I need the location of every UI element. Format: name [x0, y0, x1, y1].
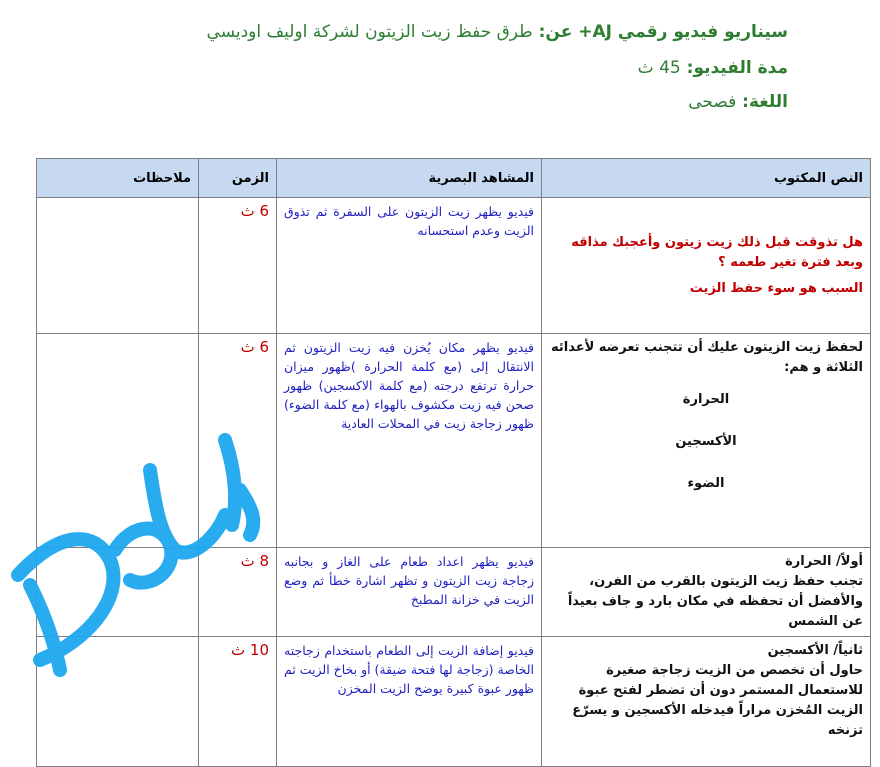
row2-item-heat: الحرارة	[682, 392, 730, 407]
row2-text	[542, 334, 871, 548]
row3-text	[542, 548, 871, 637]
row2-time: 6 ث	[199, 334, 277, 548]
header-written-text: النص المكتوب	[542, 159, 871, 198]
row4-text-title: ثانياً/ الأكسجين	[767, 643, 863, 658]
row1-text	[542, 198, 871, 334]
language-line	[688, 92, 788, 112]
row1-notes	[37, 198, 199, 334]
title-label: سيناريو فيديو رقمي AJ+ عن:	[538, 22, 788, 42]
language-label: اللغة:	[742, 92, 788, 112]
header-visuals: المشاهد البصرية	[277, 159, 542, 198]
row2-text-intro: لحفظ زيت الزيتون عليك أن تتجنب تعرضه لأعدائه الثلاثة و هم:	[550, 340, 863, 375]
row3-text-title: أولاً/ الحرارة	[785, 554, 863, 569]
row1-text-line: السبب هو سوء حفظ الزيت	[689, 280, 863, 296]
table-row	[37, 198, 871, 334]
row1-visuals: فيديو يظهر زيت الزيتون على السفرة ثم تذوق الزيت وعدم استحسانه	[277, 198, 542, 334]
document-title	[207, 22, 788, 42]
header-time: الزمن	[199, 159, 277, 198]
duration-line	[638, 58, 788, 78]
language-value: فصحى	[688, 92, 737, 112]
header-notes: ملاحظات	[37, 159, 199, 198]
row4-visuals: فيديو إضافة الزيت إلى الطعام باستخدام زجاجته الخاصة (زجاجة لها فتحة ضيقة) أو بخاخ الزيت ثم ظهور عبوة كبيرة يوضح الزيت المخزن	[277, 637, 542, 767]
title-value: طرق حفظ زيت الزيتون لشركة اوليف اوديسي	[206, 22, 533, 42]
row3-text-body: تجنب حفظ زيت الزيتون بالقرب من الفرن، والأفضل أن تحفظه في مكان بارد و جاف بعيداً عن الشمس	[567, 574, 863, 629]
duration-label: مدة الفيديو:	[686, 58, 788, 78]
row2-visuals: فيديو يظهر مكان يُخزن فيه زيت الزيتون ثم الانتقال إلى (مع كلمة الحرارة )ظهور ميزان حرارة ترتفع درجته (مع كلمة الاكسجين) ظهور صحن فيه زيت مكشوف بالهواء (مع كلمة الضوء) ظهور زجاجة زيت في المحلات العادية	[277, 334, 542, 548]
row2-item-oxygen: الأكسجين	[675, 434, 737, 449]
row3-time: 8 ث	[199, 548, 277, 637]
watermark-stroke	[150, 470, 225, 553]
row4-text	[542, 637, 871, 767]
duration-value: 45 ث	[637, 58, 681, 78]
watermark-stroke	[240, 490, 253, 535]
row3-visuals: فيديو يظهر اعداد طعام على الغاز و بجانبه زجاجة زيت الزيتون و تظهر اشارة خطأ ثم وضع الزيت في خزانة المطبخ	[277, 548, 542, 637]
table-header-row	[37, 159, 871, 198]
handwritten-watermark	[0, 430, 300, 750]
row1-time: 6 ث	[199, 198, 277, 334]
row4-time: 10 ث	[199, 637, 277, 767]
row4-text-body: حاول أن تخصص من الزيت زجاجة صغيرة للاستعمال المستمر دون أن تضطر لفتح عبوة الزيت المُخزن مراراً فيدخله الأكسجين و يسرّع تزنخه	[572, 663, 863, 738]
row1-text-line: هل تذوقت قبل ذلك زيت زيتون وأعجبك مذاقه وبعد فترة تغير طعمه ؟	[571, 234, 863, 270]
row2-item-light: الضوء	[687, 476, 725, 491]
